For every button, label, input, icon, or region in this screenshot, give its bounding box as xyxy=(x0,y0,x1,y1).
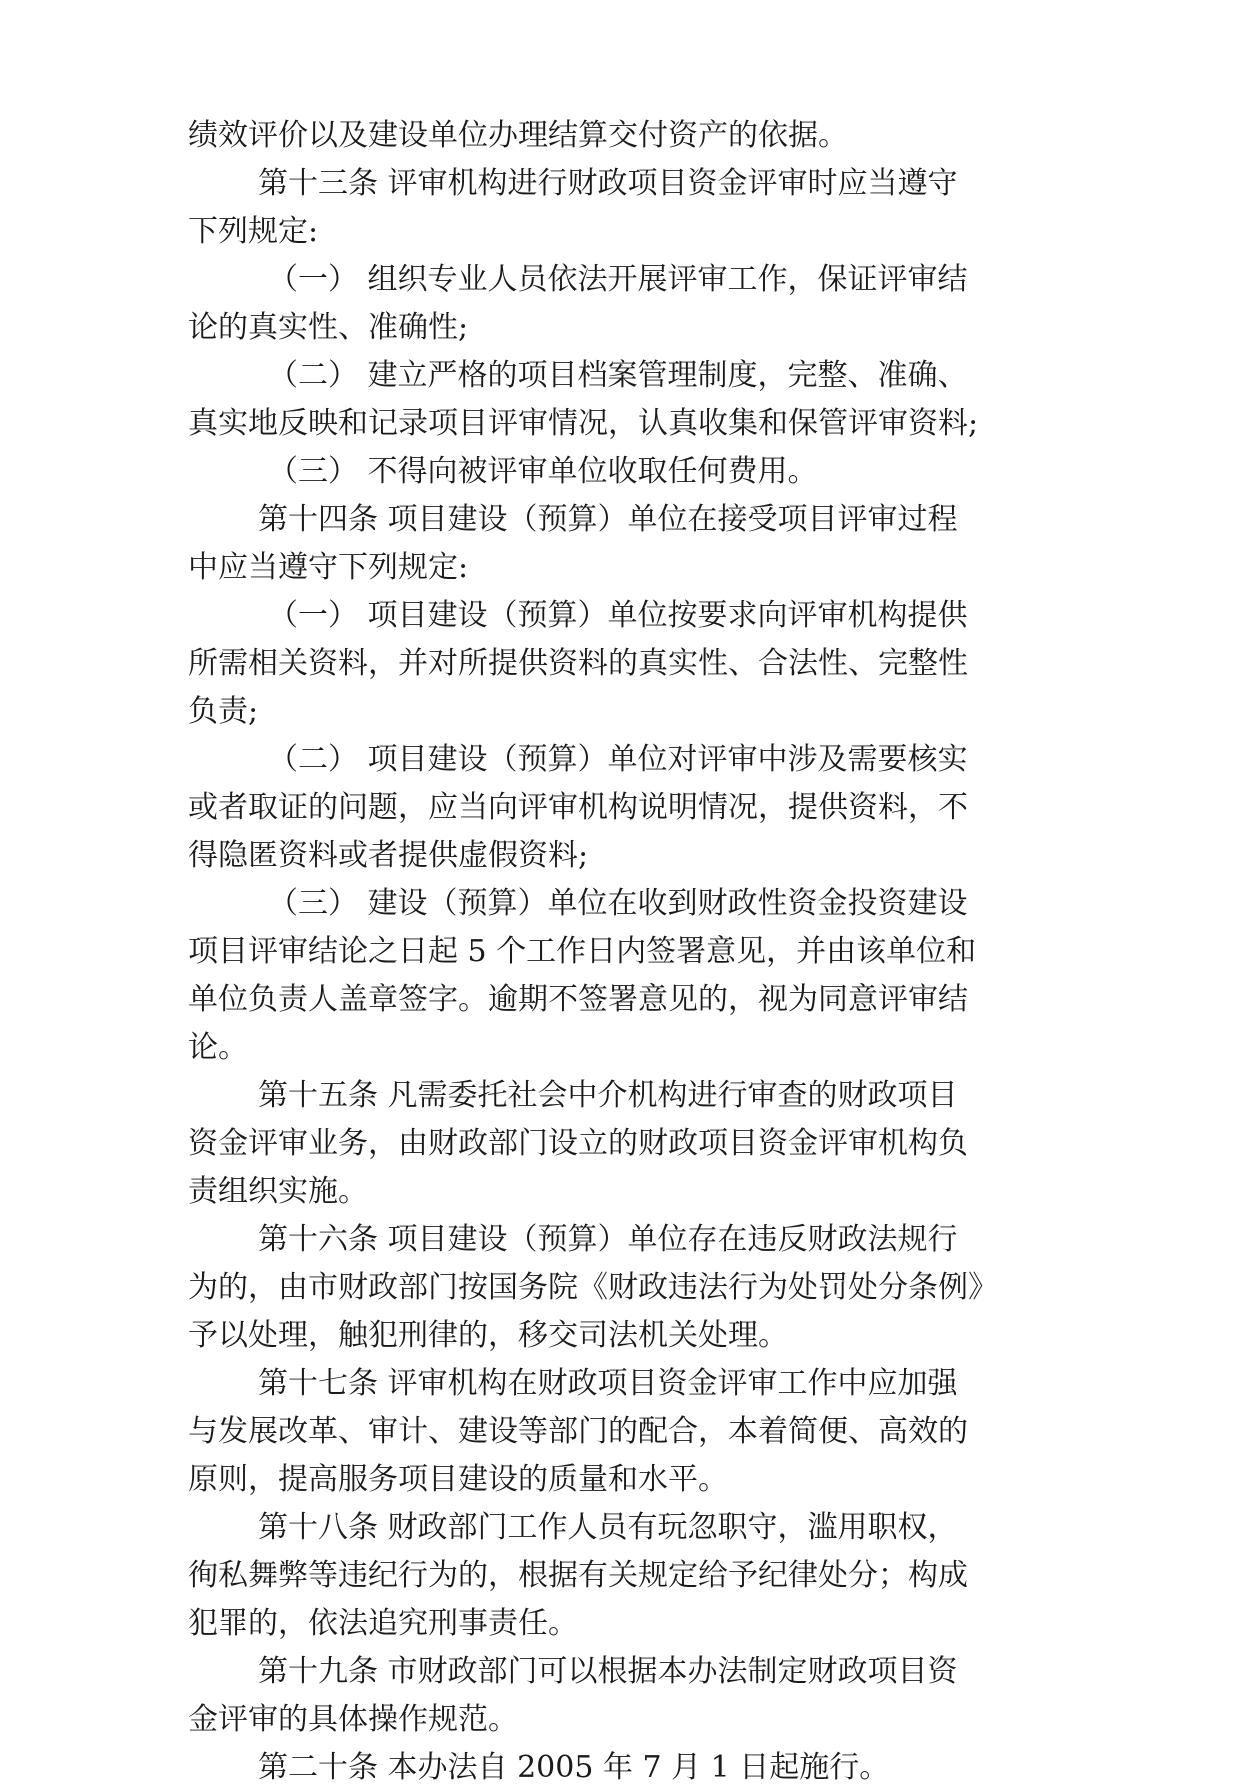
text-line: 徇私舞弊等违纪行为的，根据有关规定给予纪律处分；构成 xyxy=(188,1558,968,1593)
list-item: （二） 建立严格的项目档案管理制度，完整、准确、 xyxy=(268,358,968,393)
article-20-heading: 第二十条 本办法自 2005 年 7 月 1 日起施行。 xyxy=(258,1750,890,1785)
text-line: 所需相关资料，并对所提供资料的真实性、合法性、完整性 xyxy=(188,646,968,681)
text-line: 论。 xyxy=(188,1030,248,1065)
text-line: 得隐匿资料或者提供虚假资料; xyxy=(188,838,589,873)
text-line: 真实地反映和记录项目评审情况，认真收集和保管评审资料; xyxy=(188,406,979,441)
text-line: 原则，提高服务项目建设的质量和水平。 xyxy=(188,1462,728,1497)
text-line: 犯罪的，依法追究刑事责任。 xyxy=(188,1606,578,1641)
list-item: （一） 组织专业人员依法开展评审工作，保证评审结 xyxy=(268,262,968,297)
list-item: （三） 不得向被评审单位收取任何费用。 xyxy=(268,454,818,489)
article-14-heading: 第十四条 项目建设（预算）单位在接受项目评审过程 xyxy=(258,502,958,537)
article-17-heading: 第十七条 评审机构在财政项目资金评审工作中应加强 xyxy=(258,1366,958,1401)
text-line: 下列规定: xyxy=(188,214,319,249)
text-line: 单位负责人盖章签字。逾期不签署意见的，视为同意评审结 xyxy=(188,982,968,1017)
article-15-heading: 第十五条 凡需委托社会中介机构进行审查的财政项目 xyxy=(258,1078,958,1113)
text-line: 中应当遵守下列规定: xyxy=(188,550,469,585)
article-18-heading: 第十八条 财政部门工作人员有玩忽职守，滥用职权， xyxy=(258,1510,958,1545)
list-item: （三） 建设（预算）单位在收到财政性资金投资建设 xyxy=(268,886,968,921)
list-item: （二） 项目建设（预算）单位对评审中涉及需要核实 xyxy=(268,742,968,777)
text-line: 与发展改革、审计、建设等部门的配合，本着简便、高效的 xyxy=(188,1414,968,1449)
text-line: 予以处理，触犯刑律的，移交司法机关处理。 xyxy=(188,1318,788,1353)
text-line: 为的，由市财政部门按国务院《财政违法行为处罚处分条例》 xyxy=(188,1270,998,1305)
text-line: 绩效评价以及建设单位办理结算交付资产的依据。 xyxy=(188,118,848,153)
text-line: 或者取证的问题，应当向评审机构说明情况，提供资料，不 xyxy=(188,790,968,825)
document-body xyxy=(188,112,1058,1792)
text-line: 论的真实性、准确性; xyxy=(188,310,469,345)
text-line: 资金评审业务，由财政部门设立的财政项目资金评审机构负 xyxy=(188,1126,968,1161)
text-line: 责组织实施。 xyxy=(188,1174,368,1209)
article-16-heading: 第十六条 项目建设（预算）单位存在违反财政法规行 xyxy=(258,1222,958,1257)
article-13-heading: 第十三条 评审机构进行财政项目资金评审时应当遵守 xyxy=(258,166,958,201)
text-line: 金评审的具体操作规范。 xyxy=(188,1702,518,1737)
list-item: （一） 项目建设（预算）单位按要求向评审机构提供 xyxy=(268,598,968,633)
text-line: 项目评审结论之日起 5 个工作日内签署意见，并由该单位和 xyxy=(188,934,977,969)
text-line: 负责; xyxy=(188,694,259,729)
article-19-heading: 第十九条 市财政部门可以根据本办法制定财政项目资 xyxy=(258,1654,958,1689)
